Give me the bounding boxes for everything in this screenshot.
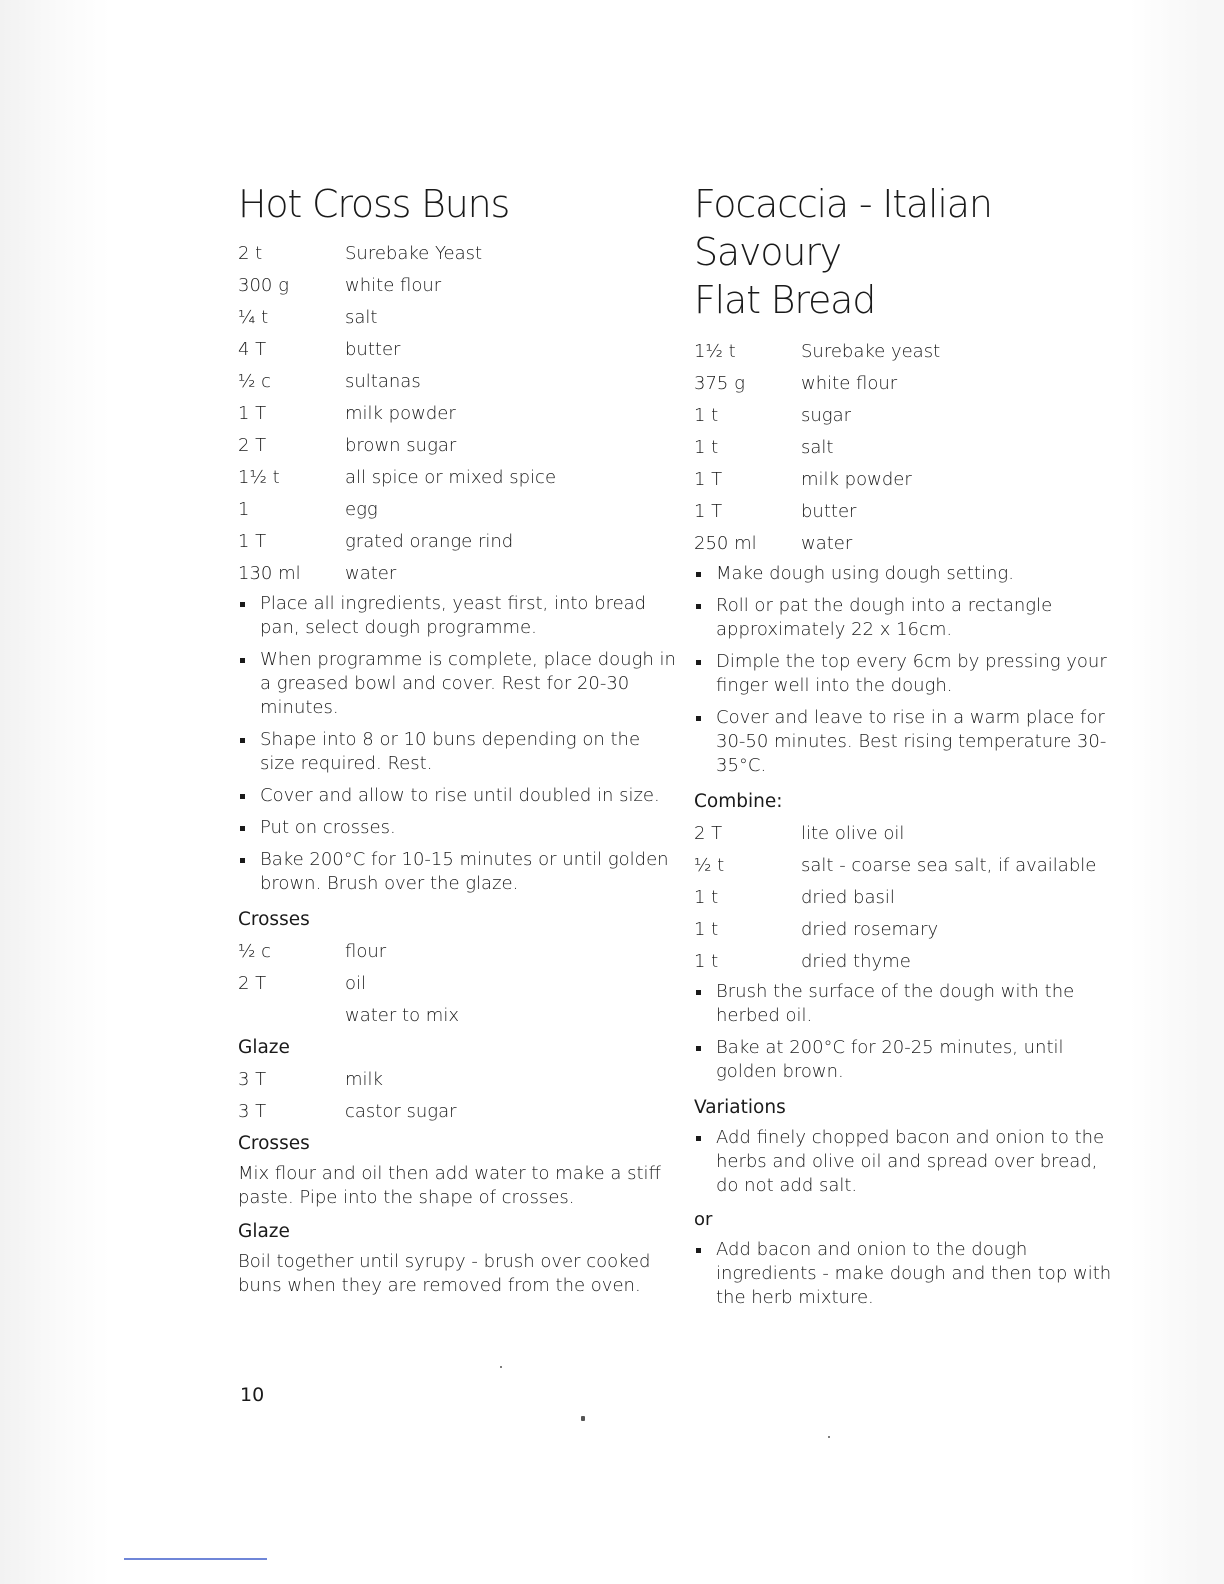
ingredient-row	[238, 334, 678, 366]
ingredient-qty: ½ t	[694, 855, 725, 876]
ingredient-qty: 1 t	[694, 919, 719, 940]
ingredient-name: butter	[801, 501, 857, 522]
ingredient-qty: 1½ t	[694, 341, 736, 362]
ingredient-name: water to mix	[345, 1005, 459, 1026]
ingredient-name: milk powder	[345, 403, 456, 424]
ingredient-name: dried thyme	[801, 951, 911, 972]
ingredient-row	[694, 818, 1124, 850]
ingredient-qty: 375 g	[694, 373, 745, 394]
ingredient-name: salt	[801, 437, 834, 458]
ingredient-row	[694, 528, 1124, 560]
ingredient-row	[238, 526, 678, 558]
ingredient-name: salt - coarse sea salt, if available	[801, 855, 1097, 876]
ingredient-row	[238, 462, 678, 494]
ingredient-qty: 1 T	[694, 469, 723, 490]
glaze-heading: Glaze	[238, 1037, 290, 1058]
ingredient-row	[694, 464, 1124, 496]
variations-heading: Variations	[694, 1097, 786, 1118]
ingredient-qty: 1 t	[694, 887, 719, 908]
ingredient-row	[694, 882, 1124, 914]
ingredient-name: flour	[345, 941, 387, 962]
method-step: Make dough using dough setting.	[694, 562, 1124, 586]
ingredient-name: oil	[345, 973, 367, 994]
ingredient-row	[238, 302, 678, 334]
ingredient-row	[238, 430, 678, 462]
ingredient-qty: 1½ t	[238, 467, 280, 488]
ingredient-qty: ¼ t	[238, 307, 269, 328]
ingredient-qty: 2 T	[238, 973, 267, 994]
ingredient-row	[238, 494, 678, 526]
ingredient-name: lite olive oil	[801, 823, 905, 844]
ingredient-name: dried rosemary	[801, 919, 939, 940]
crosses-method-heading: Crosses	[238, 1133, 310, 1154]
ingredient-name: butter	[345, 339, 401, 360]
ingredient-row	[694, 336, 1124, 368]
ingredient-row	[238, 1000, 678, 1032]
ingredient-name: grated orange rind	[345, 531, 514, 552]
crosses-method-text: Mix flour and oil then add water to make a stiff paste. Pipe into the shape of crosses.	[238, 1163, 661, 1208]
recipe-title-hot-cross-buns: Hot Cross Buns	[238, 182, 510, 226]
method-step: Bake at 200°C for 20-25 minutes, until golden brown.	[694, 1036, 1124, 1084]
crosses-heading: Crosses	[238, 909, 310, 930]
crosses-ingredient-list	[238, 936, 678, 1032]
ingredient-name: milk powder	[801, 469, 912, 490]
method-step: Bake 200°C for 10-15 minutes or until golden brown. Brush over the glaze.	[238, 848, 678, 896]
ingredient-qty: 250 ml	[694, 533, 757, 554]
ingredient-list	[238, 238, 678, 590]
combine-heading: Combine:	[694, 791, 783, 812]
variation-item: Add bacon and onion to the dough ingredients - make dough and then top with the herb mixture.	[694, 1238, 1124, 1310]
ingredient-name: brown sugar	[345, 435, 457, 456]
method-step: Brush the surface of the dough with the herbed oil.	[694, 980, 1124, 1028]
ingredient-row	[238, 1064, 678, 1096]
ingredient-qty: 1 T	[694, 501, 723, 522]
ingredient-row	[694, 432, 1124, 464]
method-steps	[238, 592, 678, 896]
ingredient-qty: 2 T	[238, 435, 267, 456]
scan-speck	[828, 1436, 830, 1438]
title-line-1: Focaccia - Italian Savoury	[694, 182, 992, 274]
ingredient-name: salt	[345, 307, 378, 328]
ingredient-row	[694, 914, 1124, 946]
ingredient-qty: 1	[238, 499, 250, 520]
ingredient-qty: 1 t	[694, 405, 719, 426]
ingredient-name: egg	[345, 499, 378, 520]
ingredient-row	[238, 558, 678, 590]
ingredient-qty: ½ c	[238, 371, 272, 392]
ingredient-qty: 1 t	[694, 951, 719, 972]
glaze-method-heading: Glaze	[238, 1221, 290, 1242]
ingredient-qty: 3 T	[238, 1069, 267, 1090]
ingredient-name: sugar	[801, 405, 852, 426]
ingredient-name: dried basil	[801, 887, 895, 908]
ingredient-qty: 300 g	[238, 275, 289, 296]
ingredient-name: water	[801, 533, 853, 554]
ingredient-row	[694, 850, 1124, 882]
ingredient-name: Surebake Yeast	[345, 243, 483, 264]
glaze-ingredient-list	[238, 1064, 678, 1128]
glaze-method-text: Boil together until syrupy - brush over cooked buns when they are removed from the oven.	[238, 1251, 651, 1296]
ingredient-qty: 2 T	[694, 823, 723, 844]
method-step: When programme is complete, place dough in a greased bowl and cover. Rest for 20-30 minutes.	[238, 648, 678, 720]
ingredient-qty: 3 T	[238, 1101, 267, 1122]
method-step: Shape into 8 or 10 buns depending on the size required. Rest.	[238, 728, 678, 776]
variations-list-2	[694, 1238, 1124, 1310]
ingredient-qty: 1 t	[694, 437, 719, 458]
ingredient-row	[238, 270, 678, 302]
method-steps	[694, 562, 1124, 778]
ingredient-name: water	[345, 563, 397, 584]
ingredient-name: white flour	[345, 275, 442, 296]
method-step: Cover and allow to rise until doubled in size.	[238, 784, 678, 808]
hot-cross-buns-column	[238, 180, 678, 1304]
ingredient-list	[694, 336, 1124, 560]
ingredient-row	[238, 238, 678, 270]
scan-edge-line	[124, 1558, 267, 1560]
ingredient-row	[238, 1096, 678, 1128]
title-line-2: Flat Bread	[694, 278, 876, 322]
ingredient-qty: 130 ml	[238, 563, 301, 584]
scan-speck	[500, 1366, 502, 1368]
method-steps-2	[694, 980, 1124, 1084]
ingredient-name: white flour	[801, 373, 898, 394]
recipe-title-focaccia	[694, 180, 1124, 324]
ingredient-name: milk	[345, 1069, 383, 1090]
method-step: Place all ingredients, yeast first, into bread pan, select dough programme.	[238, 592, 678, 640]
ingredient-qty: 4 T	[238, 339, 267, 360]
method-step: Put on crosses.	[238, 816, 678, 840]
ingredient-row	[238, 398, 678, 430]
variation-item: Add finely chopped bacon and onion to the herbs and olive oil and spread over bread, do not add salt.	[694, 1126, 1124, 1198]
variations-list-1	[694, 1126, 1124, 1198]
scan-speck	[581, 1416, 585, 1421]
ingredient-row	[238, 968, 678, 1000]
ingredient-row	[694, 946, 1124, 978]
method-step: Roll or pat the dough into a rectangle approximately 22 x 16cm.	[694, 594, 1124, 642]
ingredient-row	[694, 496, 1124, 528]
method-step: Dimple the top every 6cm by pressing your finger well into the dough.	[694, 650, 1124, 698]
ingredient-row	[694, 368, 1124, 400]
ingredient-qty	[238, 1000, 345, 1032]
ingredient-qty: 1 T	[238, 403, 267, 424]
ingredient-qty: 2 t	[238, 243, 263, 264]
ingredient-name: sultanas	[345, 371, 421, 392]
method-step: Cover and leave to rise in a warm place for 30-50 minutes. Best rising temperature 30-35°C.	[694, 706, 1124, 778]
focaccia-column	[694, 180, 1124, 1318]
ingredient-name: Surebake yeast	[801, 341, 941, 362]
ingredient-row	[694, 400, 1124, 432]
or-separator: or	[694, 1209, 713, 1230]
ingredient-qty: ½ c	[238, 941, 272, 962]
ingredient-row	[238, 936, 678, 968]
ingredient-qty: 1 T	[238, 531, 267, 552]
ingredient-name: all spice or mixed spice	[345, 467, 557, 488]
page-number: 10	[240, 1384, 265, 1406]
combine-ingredient-list	[694, 818, 1124, 978]
ingredient-row	[238, 366, 678, 398]
ingredient-name: castor sugar	[345, 1101, 457, 1122]
